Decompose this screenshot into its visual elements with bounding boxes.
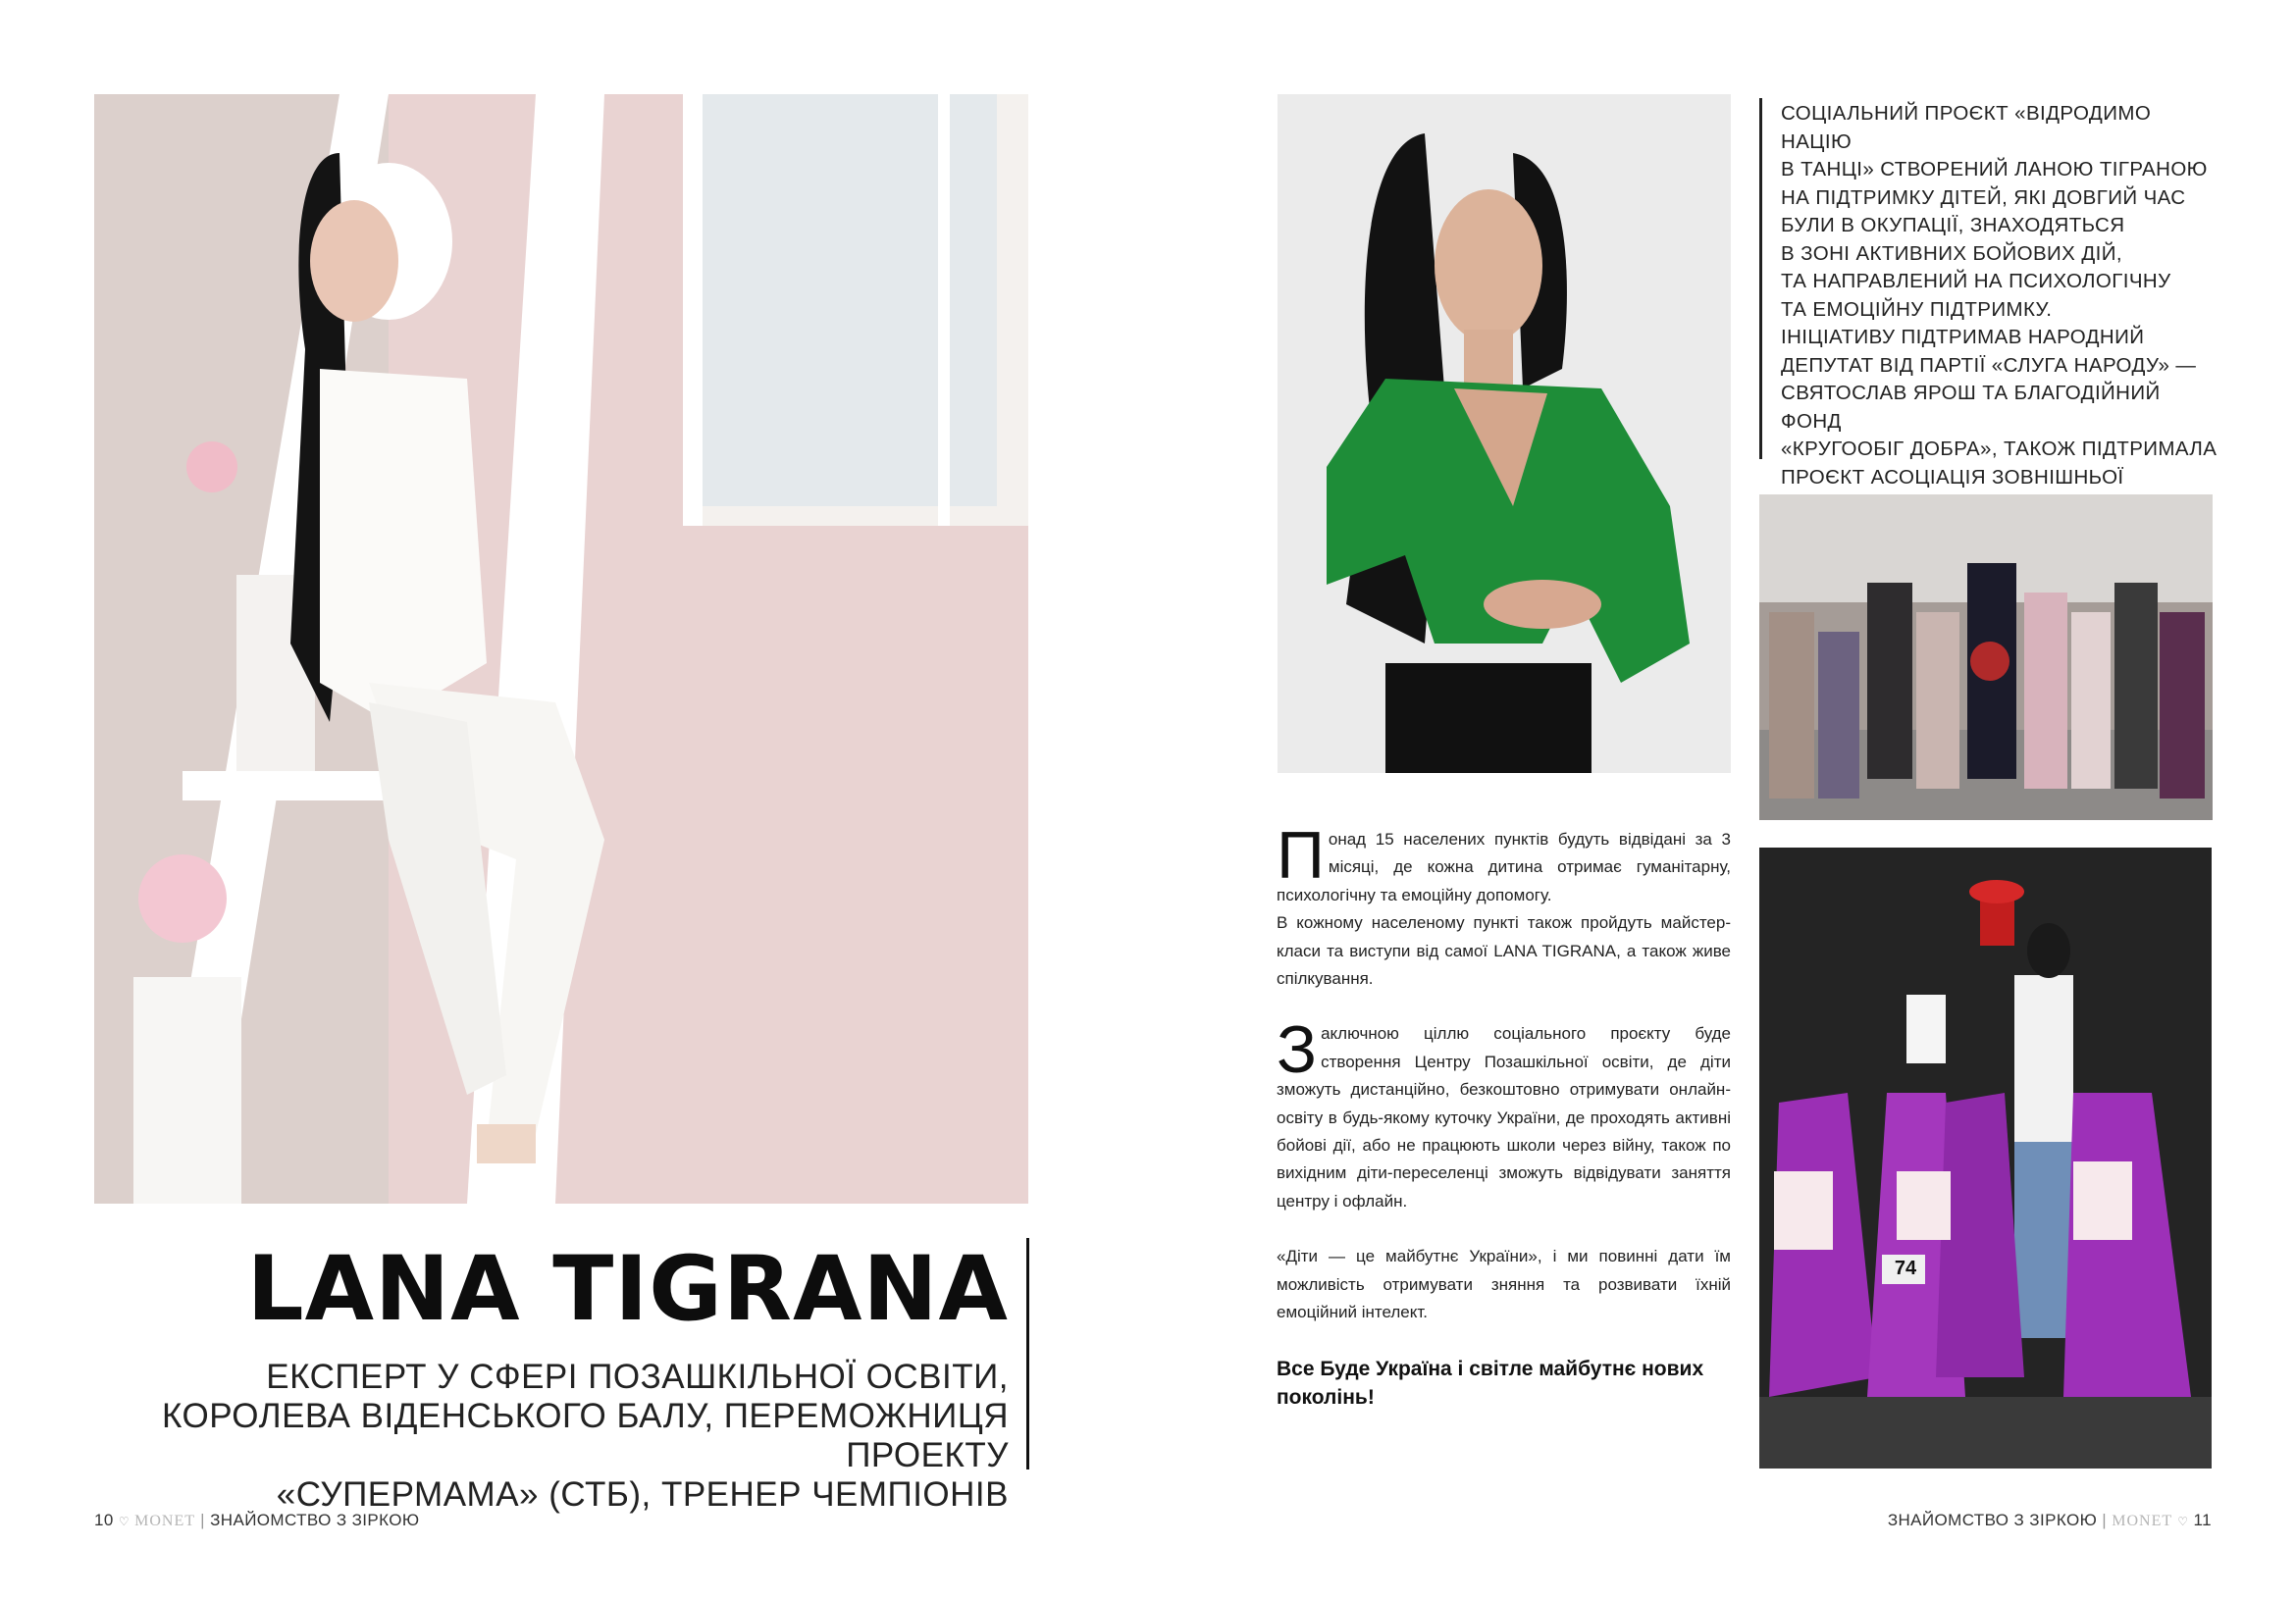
paragraph-1 (1277, 818, 1731, 993)
footer-right (1888, 1511, 2212, 1530)
diamond-icon: ♡ (2177, 1515, 2189, 1528)
person-subtitle (86, 1358, 1009, 1515)
paragraph-text: онад 15 населених пунктів будуть відвідані за 3 місяці, де кожна дитина отримає гуманітарну, психологічну та емоційну допомогу. (1277, 830, 1731, 904)
group-photo-children (1759, 494, 2213, 820)
intro-paragraph: СОЦІАЛЬНИЙ ПРОЄКТ «ВІДРОДИМО НАЦІЮ В ТАНЦІ» СТВОРЕНИЙ ЛАНОЮ ТІГРАНОЮ НА ПІДТРИМКУ ДІТЕЙ, ЯКІ ДОВГИЙ ЧАС БУЛИ В ОКУПАЦІЇ, ЗНАХОДЯТЬСЯ В ЗОНІ АКТИВНИХ БОЙОВИХ ДІЙ, ТА НАПРАВЛЕНИЙ НА ПСИХОЛОГІЧНУ ТА ЕМОЦІЙНУ ПІДТРИМКУ. ІНІЦІАТИВУ ПІДТРИМАВ НАРОДНИЙ ДЕПУТАТ ВІД ПАРТІЇ «СЛУГА НАРОДУ» — СВЯТОСЛАВ ЯРОШ ТА БЛАГОДІЙНИЙ ФОНД «КРУГООБІГ ДОБРА», ТАКОЖ ПІДТРИМАЛА ПРОЄКТ АСОЦІАЦІЯ ЗОВНІШНЬОЇ (1781, 102, 2218, 489)
brand-name: MONET (2112, 1513, 2173, 1529)
intro-divider-rule (1759, 98, 1762, 459)
portrait-photo-green-blouse (1278, 94, 1731, 773)
page-number: 11 (2193, 1511, 2212, 1529)
footer-left (94, 1511, 419, 1530)
subtitle-line: «СУПЕРМАМА» (СТБ), ТРЕНЕР ЧЕМПІОНІВ (276, 1475, 1009, 1514)
diamond-icon: ♡ (118, 1515, 130, 1528)
brand-name: MONET (134, 1513, 196, 1529)
subtitle-line: ЕКСПЕРТ У СФЕРІ ПОЗАШКІЛЬНОЇ ОСВІТИ, (266, 1358, 1009, 1396)
drop-cap: З (1277, 1012, 1318, 1088)
paragraph-3: «Діти — це майбутнє України», і ми повинні дати їм можливість отримувати зняння та розвивати їхній емоційний інтелект. (1277, 1247, 1731, 1322)
paragraph-text: аключною ціллю соціального проєкту буде створення Центру Позашкільної освіти, де діти зможуть дистанційно, безкоштовно отримувати онлайн-освіту в будь-якому куточку України, де проходять активні бойові дії, або не працюють школи через війну, також по вихідним діти-переселенці зможуть відвідувати заняття центру і офлайн. (1277, 1024, 1731, 1211)
portrait-photo-white-suit (94, 94, 1028, 1204)
competitor-number: 74 (1894, 1258, 1917, 1279)
separator: | (200, 1511, 205, 1529)
subtitle-line: КОРОЛЕВА ВІДЕНСЬКОГО БАЛУ, ПЕРЕМОЖНИЦЯ ПРОЕКТУ (161, 1397, 1009, 1474)
closing-statement: Все Буде Україна і світле майбутнє нових поколінь! (1277, 1357, 1704, 1409)
section-name: ЗНАЙОМСТВО З ЗІРКОЮ (1887, 1511, 2098, 1529)
person-name-heading: LANA TIGRANA (246, 1238, 1009, 1341)
section-name: ЗНАЙОМСТВО З ЗІРКОЮ (210, 1511, 420, 1529)
drop-cap: П (1277, 818, 1325, 893)
paragraph-text: В кожному населеному пункті також пройдуть майстер-класи та виступи від самої LANA TIGRANA, а також живе спілкування. (1277, 913, 1731, 989)
paragraph-2 (1277, 1012, 1731, 1215)
article-body (1277, 818, 1731, 1439)
separator: | (2102, 1511, 2108, 1529)
page-number: 10 (94, 1511, 114, 1529)
title-block (98, 1238, 1028, 1514)
award-photo-dancers (1759, 848, 2212, 1469)
